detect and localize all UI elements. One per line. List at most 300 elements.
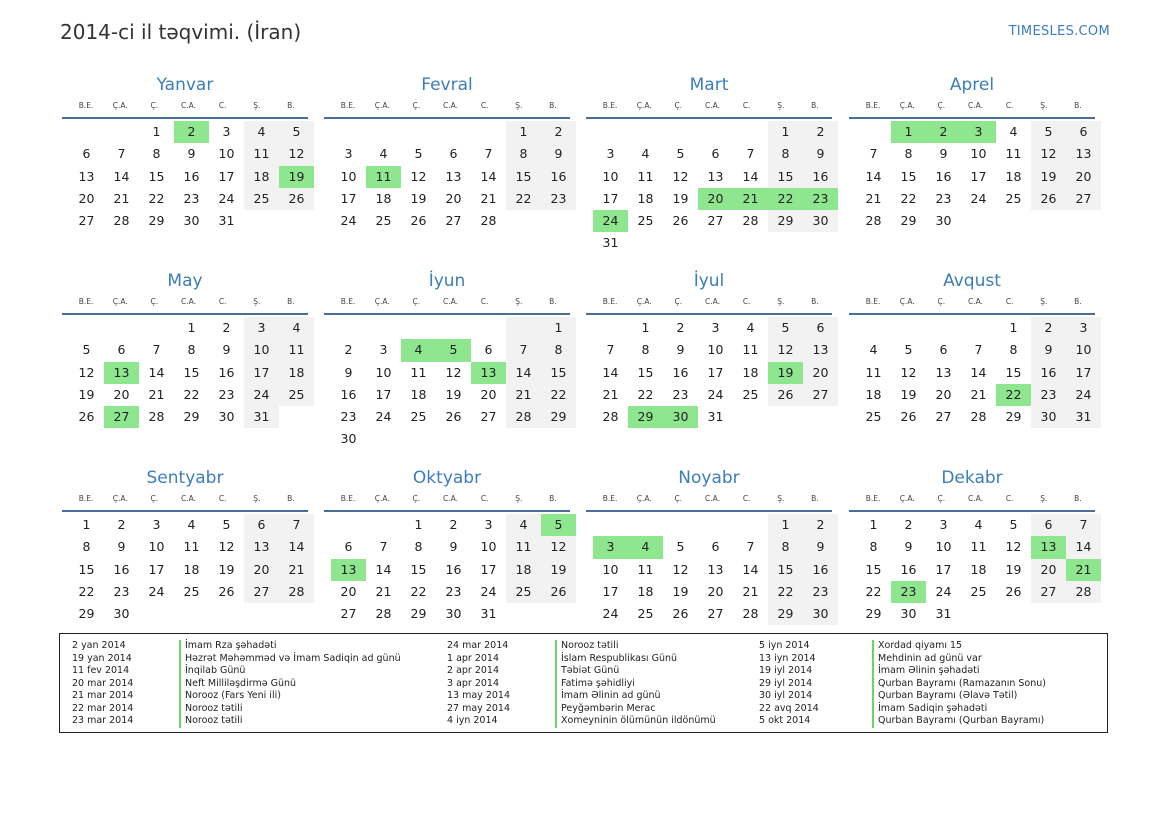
day-cell[interactable]: 8 [869, 539, 878, 555]
day-cell[interactable]: 26 [78, 409, 95, 425]
day-cell[interactable]: 2 [449, 517, 458, 532]
day-cell[interactable]: 2 [344, 342, 353, 358]
day-cell[interactable]: 12 [1031, 143, 1066, 165]
day-cell[interactable]: 5 [904, 342, 913, 358]
day-cell[interactable]: 1 [768, 121, 803, 143]
day-cell[interactable]: 20 [803, 362, 838, 384]
day-cell[interactable]: 13 [935, 364, 952, 380]
day-cell[interactable]: 24 [707, 386, 724, 402]
day-cell[interactable]: 4 [1009, 124, 1018, 139]
day-cell[interactable]: 4 [244, 121, 279, 143]
day-cell[interactable]: 21 [865, 190, 882, 206]
day-cell[interactable]: 5 [279, 121, 314, 143]
day-cell[interactable]: 6 [344, 539, 353, 555]
day-cell[interactable]: 30 [183, 213, 200, 229]
day-cell[interactable]: 9 [222, 342, 231, 358]
day-cell[interactable]: 26 [445, 409, 462, 425]
day-cell[interactable]: 22 [865, 583, 882, 599]
day-cell[interactable]: 9 [803, 536, 838, 558]
day-cell[interactable]: 20 [340, 583, 357, 599]
day-cell[interactable]: 26 [279, 188, 314, 210]
day-cell[interactable]: 28 [148, 409, 165, 425]
day-cell[interactable]: 27 [78, 213, 95, 229]
day-cell[interactable]: 3 [484, 517, 493, 532]
day-cell[interactable]: 16 [1031, 362, 1066, 384]
day-cell[interactable]: 3 [711, 320, 720, 335]
day-cell[interactable]: 22 [410, 583, 427, 599]
day-cell[interactable]: 17 [480, 561, 497, 577]
day-cell[interactable]: 23 [113, 583, 130, 599]
day-cell[interactable]: 4 [506, 514, 541, 536]
day-cell[interactable]: 10 [148, 539, 165, 555]
day-cell[interactable]: 25 [637, 606, 654, 622]
day-cell[interactable]: 13 [803, 339, 838, 361]
day-cell[interactable]: 22 [148, 190, 165, 206]
day-cell[interactable]: 16 [445, 561, 462, 577]
day-cell[interactable]: 31 [244, 406, 279, 428]
day-cell[interactable]: 10 [340, 168, 357, 184]
day-cell[interactable]: 11 [506, 536, 541, 558]
day-cell[interactable]: 16 [218, 364, 235, 380]
day-cell[interactable]: 4 [641, 146, 650, 162]
day-cell[interactable]: 12 [410, 168, 427, 184]
day-cell[interactable]: 12 [768, 339, 803, 361]
day-cell[interactable]: 28 [1066, 581, 1101, 603]
day-cell[interactable]: 1 [82, 517, 91, 532]
day-cell[interactable]: 16 [803, 166, 838, 188]
day-cell[interactable]: 12 [672, 561, 689, 577]
day-cell[interactable]: 28 [480, 213, 497, 229]
day-cell[interactable]: 18 [742, 364, 759, 380]
day-cell[interactable]: 1 [187, 320, 196, 335]
day-cell[interactable]: 21 [279, 559, 314, 581]
day-cell[interactable]: 9 [676, 342, 685, 358]
day-cell[interactable]: 13 [1031, 536, 1066, 558]
day-cell[interactable]: 16 [900, 561, 917, 577]
day-cell[interactable]: 2 [926, 121, 961, 143]
day-cell[interactable]: 3 [379, 342, 388, 358]
day-cell[interactable]: 26 [541, 581, 576, 603]
day-cell[interactable]: 14 [480, 168, 497, 184]
day-cell[interactable]: 29 [900, 213, 917, 229]
day-cell[interactable]: 16 [935, 168, 952, 184]
day-cell[interactable]: 5 [1031, 121, 1066, 143]
day-cell[interactable]: 25 [244, 188, 279, 210]
day-cell[interactable]: 28 [742, 606, 759, 622]
day-cell[interactable]: 9 [803, 143, 838, 165]
day-cell[interactable]: 31 [218, 213, 235, 229]
day-cell[interactable]: 6 [803, 317, 838, 339]
day-cell[interactable]: 27 [445, 213, 462, 229]
day-cell[interactable]: 23 [891, 581, 926, 603]
day-cell[interactable]: 27 [707, 213, 724, 229]
day-cell[interactable]: 17 [218, 168, 235, 184]
day-cell[interactable]: 3 [1066, 317, 1101, 339]
day-cell[interactable]: 11 [970, 539, 987, 555]
day-cell[interactable]: 7 [484, 146, 493, 162]
day-cell[interactable]: 10 [244, 339, 279, 361]
day-cell[interactable]: 23 [1031, 384, 1066, 406]
day-cell[interactable]: 29 [410, 606, 427, 622]
day-cell[interactable]: 9 [939, 146, 948, 162]
day-cell[interactable]: 5 [1009, 517, 1018, 532]
day-cell[interactable]: 21 [602, 386, 619, 402]
day-cell[interactable]: 19 [768, 362, 803, 384]
day-cell[interactable]: 13 [331, 559, 366, 581]
day-cell[interactable]: 24 [602, 606, 619, 622]
day-cell[interactable]: 19 [78, 386, 95, 402]
day-cell[interactable]: 18 [279, 362, 314, 384]
day-cell[interactable]: 13 [244, 536, 279, 558]
day-cell[interactable]: 24 [375, 409, 392, 425]
day-cell[interactable]: 31 [480, 606, 497, 622]
day-cell[interactable]: 29 [768, 603, 803, 625]
day-cell[interactable]: 2 [904, 517, 913, 532]
day-cell[interactable]: 10 [602, 168, 619, 184]
brand-logo[interactable]: TIMESLES.COM [1008, 24, 1110, 39]
day-cell[interactable]: 30 [663, 406, 698, 428]
day-cell[interactable]: 10 [480, 539, 497, 555]
day-cell[interactable]: 9 [449, 539, 458, 555]
day-cell[interactable]: 25 [970, 583, 987, 599]
day-cell[interactable]: 4 [974, 517, 983, 532]
day-cell[interactable]: 2 [541, 121, 576, 143]
day-cell[interactable]: 18 [244, 166, 279, 188]
day-cell[interactable]: 5 [414, 146, 423, 162]
day-cell[interactable]: 1 [641, 320, 650, 335]
day-cell[interactable]: 14 [742, 561, 759, 577]
day-cell[interactable]: 18 [375, 190, 392, 206]
day-cell[interactable]: 3 [244, 317, 279, 339]
day-cell[interactable]: 20 [445, 190, 462, 206]
day-cell[interactable]: 21 [148, 386, 165, 402]
day-cell[interactable]: 5 [82, 342, 91, 358]
day-cell[interactable]: 23 [803, 581, 838, 603]
day-cell[interactable]: 2 [174, 121, 209, 143]
day-cell[interactable]: 11 [742, 342, 759, 358]
day-cell[interactable]: 6 [1066, 121, 1101, 143]
day-cell[interactable]: 19 [445, 386, 462, 402]
day-cell[interactable]: 22 [768, 188, 803, 210]
day-cell[interactable]: 5 [541, 514, 576, 536]
day-cell[interactable]: 25 [410, 409, 427, 425]
day-cell[interactable]: 21 [742, 583, 759, 599]
day-cell[interactable]: 28 [742, 213, 759, 229]
day-cell[interactable]: 15 [865, 561, 882, 577]
day-cell[interactable]: 27 [104, 406, 139, 428]
day-cell[interactable]: 23 [183, 190, 200, 206]
day-cell[interactable]: 20 [698, 188, 733, 210]
day-cell[interactable]: 9 [187, 146, 196, 162]
day-cell[interactable]: 28 [113, 213, 130, 229]
day-cell[interactable]: 7 [279, 514, 314, 536]
day-cell[interactable]: 23 [672, 386, 689, 402]
day-cell[interactable]: 15 [506, 166, 541, 188]
day-cell[interactable]: 14 [602, 364, 619, 380]
day-cell[interactable]: 8 [152, 146, 161, 162]
day-cell[interactable]: 6 [484, 342, 493, 358]
day-cell[interactable]: 19 [672, 190, 689, 206]
day-cell[interactable]: 30 [803, 603, 838, 625]
day-cell[interactable]: 17 [375, 386, 392, 402]
day-cell[interactable]: 2 [803, 121, 838, 143]
day-cell[interactable]: 19 [1031, 166, 1066, 188]
day-cell[interactable]: 31 [1066, 406, 1101, 428]
day-cell[interactable]: 14 [375, 561, 392, 577]
day-cell[interactable]: 14 [279, 536, 314, 558]
day-cell[interactable]: 7 [152, 342, 161, 358]
day-cell[interactable]: 4 [401, 339, 436, 361]
day-cell[interactable]: 13 [471, 362, 506, 384]
day-cell[interactable]: 15 [183, 364, 200, 380]
day-cell[interactable]: 12 [218, 539, 235, 555]
day-cell[interactable]: 29 [768, 210, 803, 232]
day-cell[interactable]: 19 [1005, 561, 1022, 577]
day-cell[interactable]: 12 [1005, 539, 1022, 555]
day-cell[interactable]: 14 [742, 168, 759, 184]
day-cell[interactable]: 30 [218, 409, 235, 425]
day-cell[interactable]: 23 [803, 188, 838, 210]
day-cell[interactable]: 13 [1066, 143, 1101, 165]
day-cell[interactable]: 14 [1066, 536, 1101, 558]
day-cell[interactable]: 21 [113, 190, 130, 206]
day-cell[interactable]: 25 [279, 384, 314, 406]
day-cell[interactable]: 26 [1031, 188, 1066, 210]
day-cell[interactable]: 26 [218, 583, 235, 599]
day-cell[interactable]: 27 [480, 409, 497, 425]
day-cell[interactable]: 23 [445, 583, 462, 599]
day-cell[interactable]: 18 [865, 386, 882, 402]
day-cell[interactable]: 20 [244, 559, 279, 581]
day-cell[interactable]: 10 [935, 539, 952, 555]
day-cell[interactable]: 5 [222, 517, 231, 532]
day-cell[interactable]: 20 [1031, 559, 1066, 581]
day-cell[interactable]: 25 [183, 583, 200, 599]
day-cell[interactable]: 2 [222, 320, 231, 335]
day-cell[interactable]: 29 [183, 409, 200, 425]
day-cell[interactable]: 22 [183, 386, 200, 402]
day-cell[interactable]: 1 [506, 121, 541, 143]
day-cell[interactable]: 16 [803, 559, 838, 581]
day-cell[interactable]: 17 [935, 561, 952, 577]
day-cell[interactable]: 11 [865, 364, 882, 380]
day-cell[interactable]: 22 [506, 188, 541, 210]
day-cell[interactable]: 27 [803, 384, 838, 406]
day-cell[interactable]: 21 [506, 384, 541, 406]
day-cell[interactable]: 9 [541, 143, 576, 165]
day-cell[interactable]: 8 [82, 539, 91, 555]
day-cell[interactable]: 14 [148, 364, 165, 380]
day-cell[interactable]: 1 [541, 317, 576, 339]
day-cell[interactable]: 21 [1066, 559, 1101, 581]
day-cell[interactable]: 3 [222, 124, 231, 139]
day-cell[interactable]: 7 [506, 339, 541, 361]
day-cell[interactable]: 7 [1066, 514, 1101, 536]
day-cell[interactable]: 17 [340, 190, 357, 206]
day-cell[interactable]: 2 [1031, 317, 1066, 339]
day-cell[interactable]: 28 [375, 606, 392, 622]
day-cell[interactable]: 5 [436, 339, 471, 361]
day-cell[interactable]: 17 [1066, 362, 1101, 384]
day-cell[interactable]: 8 [768, 536, 803, 558]
day-cell[interactable]: 20 [1066, 166, 1101, 188]
day-cell[interactable]: 11 [279, 339, 314, 361]
day-cell[interactable]: 9 [904, 539, 913, 555]
day-cell[interactable]: 23 [340, 409, 357, 425]
day-cell[interactable]: 26 [672, 606, 689, 622]
day-cell[interactable]: 1 [768, 514, 803, 536]
day-cell[interactable]: 4 [379, 146, 388, 162]
day-cell[interactable]: 30 [1031, 406, 1066, 428]
day-cell[interactable]: 24 [1066, 384, 1101, 406]
day-cell[interactable]: 7 [379, 539, 388, 555]
day-cell[interactable]: 24 [593, 210, 628, 232]
day-cell[interactable]: 16 [541, 166, 576, 188]
day-cell[interactable]: 13 [104, 362, 139, 384]
day-cell[interactable]: 24 [480, 583, 497, 599]
day-cell[interactable]: 26 [1005, 583, 1022, 599]
day-cell[interactable]: 22 [637, 386, 654, 402]
day-cell[interactable]: 8 [541, 339, 576, 361]
day-cell[interactable]: 13 [445, 168, 462, 184]
day-cell[interactable]: 16 [113, 561, 130, 577]
day-cell[interactable]: 12 [279, 143, 314, 165]
day-cell[interactable]: 19 [672, 583, 689, 599]
day-cell[interactable]: 24 [935, 583, 952, 599]
day-cell[interactable]: 3 [593, 536, 628, 558]
day-cell[interactable]: 31 [602, 235, 619, 251]
day-cell[interactable]: 6 [82, 146, 91, 162]
day-cell[interactable]: 27 [935, 409, 952, 425]
day-cell[interactable]: 20 [78, 190, 95, 206]
day-cell[interactable]: 18 [970, 561, 987, 577]
day-cell[interactable]: 6 [117, 342, 126, 358]
day-cell[interactable]: 14 [865, 168, 882, 184]
day-cell[interactable]: 11 [1005, 146, 1022, 162]
day-cell[interactable]: 12 [445, 364, 462, 380]
day-cell[interactable]: 25 [637, 213, 654, 229]
day-cell[interactable]: 22 [900, 190, 917, 206]
day-cell[interactable]: 17 [707, 364, 724, 380]
day-cell[interactable]: 29 [1005, 409, 1022, 425]
day-cell[interactable]: 30 [900, 606, 917, 622]
day-cell[interactable]: 5 [676, 539, 685, 555]
day-cell[interactable]: 12 [672, 168, 689, 184]
day-cell[interactable]: 17 [602, 583, 619, 599]
day-cell[interactable]: 15 [900, 168, 917, 184]
day-cell[interactable]: 6 [1031, 514, 1066, 536]
day-cell[interactable]: 11 [637, 168, 654, 184]
day-cell[interactable]: 7 [746, 146, 755, 162]
day-cell[interactable]: 5 [676, 146, 685, 162]
day-cell[interactable]: 19 [900, 386, 917, 402]
day-cell[interactable]: 22 [768, 581, 803, 603]
day-cell[interactable]: 6 [711, 146, 720, 162]
day-cell[interactable]: 23 [218, 386, 235, 402]
day-cell[interactable]: 15 [78, 561, 95, 577]
day-cell[interactable]: 13 [78, 168, 95, 184]
day-cell[interactable]: 1 [891, 121, 926, 143]
day-cell[interactable]: 6 [244, 514, 279, 536]
day-cell[interactable]: 1 [414, 517, 423, 532]
day-cell[interactable]: 15 [637, 364, 654, 380]
day-cell[interactable]: 27 [340, 606, 357, 622]
day-cell[interactable]: 27 [1066, 188, 1101, 210]
day-cell[interactable]: 9 [344, 364, 353, 380]
day-cell[interactable]: 21 [375, 583, 392, 599]
day-cell[interactable]: 10 [375, 364, 392, 380]
day-cell[interactable]: 20 [707, 583, 724, 599]
day-cell[interactable]: 29 [78, 606, 95, 622]
day-cell[interactable]: 2 [117, 517, 126, 532]
day-cell[interactable]: 21 [970, 386, 987, 402]
day-cell[interactable]: 16 [672, 364, 689, 380]
day-cell[interactable]: 15 [148, 168, 165, 184]
day-cell[interactable]: 23 [541, 188, 576, 210]
day-cell[interactable]: 28 [970, 409, 987, 425]
day-cell[interactable]: 25 [865, 409, 882, 425]
day-cell[interactable]: 28 [602, 409, 619, 425]
day-cell[interactable]: 15 [768, 166, 803, 188]
day-cell[interactable]: 11 [410, 364, 427, 380]
day-cell[interactable]: 1 [869, 517, 878, 532]
day-cell[interactable]: 29 [541, 406, 576, 428]
day-cell[interactable]: 30 [113, 606, 130, 622]
day-cell[interactable]: 27 [707, 606, 724, 622]
day-cell[interactable]: 31 [707, 409, 724, 425]
day-cell[interactable]: 10 [1066, 339, 1101, 361]
day-cell[interactable]: 29 [628, 406, 663, 428]
day-cell[interactable]: 30 [340, 431, 357, 447]
day-cell[interactable]: 7 [117, 146, 126, 162]
day-cell[interactable]: 24 [340, 213, 357, 229]
day-cell[interactable]: 7 [869, 146, 878, 162]
day-cell[interactable]: 21 [733, 188, 768, 210]
day-cell[interactable]: 4 [279, 317, 314, 339]
day-cell[interactable]: 23 [935, 190, 952, 206]
day-cell[interactable]: 11 [244, 143, 279, 165]
day-cell[interactable]: 27 [244, 581, 279, 603]
day-cell[interactable]: 13 [707, 168, 724, 184]
day-cell[interactable]: 10 [970, 146, 987, 162]
day-cell[interactable]: 24 [244, 384, 279, 406]
day-cell[interactable]: 20 [113, 386, 130, 402]
day-cell[interactable]: 16 [183, 168, 200, 184]
day-cell[interactable]: 12 [541, 536, 576, 558]
day-cell[interactable]: 3 [939, 517, 948, 532]
day-cell[interactable]: 2 [803, 514, 838, 536]
day-cell[interactable]: 25 [742, 386, 759, 402]
day-cell[interactable]: 19 [410, 190, 427, 206]
day-cell[interactable]: 26 [672, 213, 689, 229]
day-cell[interactable]: 22 [78, 583, 95, 599]
day-cell[interactable]: 19 [218, 561, 235, 577]
day-cell[interactable]: 3 [606, 146, 615, 162]
day-cell[interactable]: 3 [344, 146, 353, 162]
day-cell[interactable]: 8 [768, 143, 803, 165]
day-cell[interactable]: 15 [410, 561, 427, 577]
day-cell[interactable]: 30 [803, 210, 838, 232]
day-cell[interactable]: 8 [641, 342, 650, 358]
day-cell[interactable]: 1 [152, 124, 161, 139]
day-cell[interactable]: 15 [1005, 364, 1022, 380]
day-cell[interactable]: 28 [279, 581, 314, 603]
day-cell[interactable]: 11 [366, 166, 401, 188]
day-cell[interactable]: 13 [707, 561, 724, 577]
day-cell[interactable]: 6 [939, 342, 948, 358]
day-cell[interactable]: 9 [1031, 339, 1066, 361]
day-cell[interactable]: 31 [935, 606, 952, 622]
